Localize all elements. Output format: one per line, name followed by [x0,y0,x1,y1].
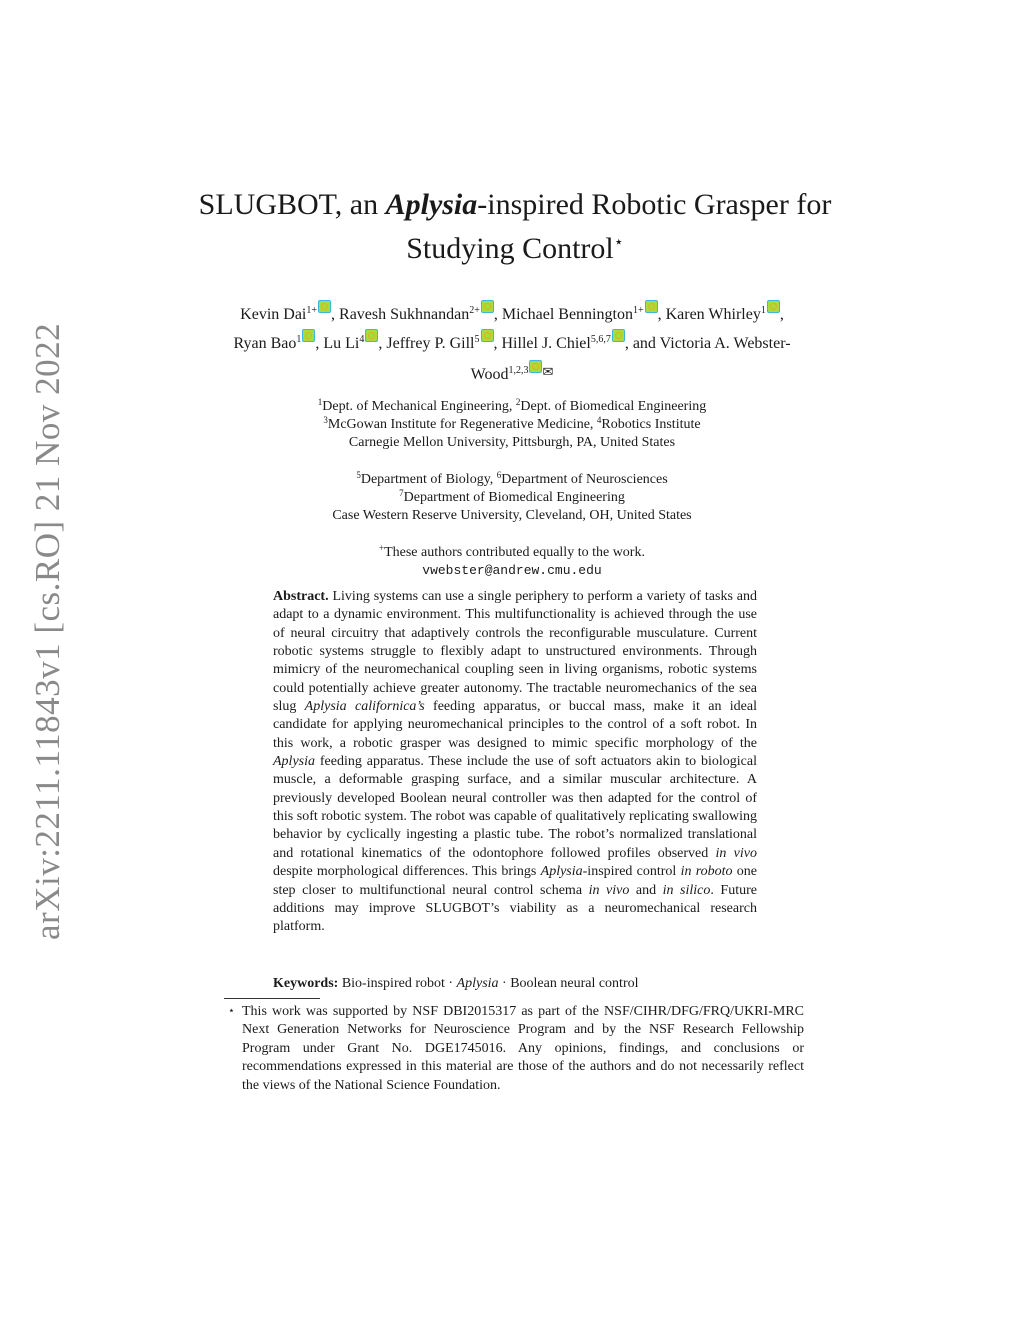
author-list [222,300,802,389]
orcid-icon[interactable] [481,300,494,313]
author-affil: 5 [474,334,480,345]
author-name: Ravesh Sukhnandan [339,306,470,323]
footnote-mark: ⋆ [228,1005,235,1017]
contact-email[interactable]: vwebster@andrew.cmu.edu [422,563,602,578]
footnote [228,1003,804,1095]
author-affil: 1+ [306,305,318,316]
author-name: Ryan Bao [233,335,297,352]
orcid-icon[interactable] [365,329,378,342]
author-name: Hillel J. Chiel [501,335,591,352]
affil-sup: + [379,543,385,553]
abstract-text: and [629,882,663,898]
affil-line [222,544,802,562]
abstract-text: . Future additions may improve SLUGBOT’s viability as a neuromechanical research platform. [273,882,757,935]
affiliations-cwru [222,471,802,525]
affil-sup: 4 [596,415,602,425]
author-name: Victoria A. Webster-Wood [470,335,791,383]
paper-title [150,186,880,268]
affil-sup: 5 [356,470,361,480]
abstract-italic: Aplysia californica’s [304,699,425,715]
affil-text: Dept. of Mechanical Engineering, [322,399,516,414]
footnote-rule [224,998,320,999]
affiliations-cmu [222,398,802,452]
affil-sup: 2 [515,397,521,407]
abstract-text: feeding apparatus, or buccal mass, make it an ideal candidate for applying neuromechanical principles to the control of a soft robot. In this work, a robotic grasper was designed to mimic specific morphology of the [273,699,757,751]
equal-contribution-note [222,544,802,580]
affil-sup: 6 [496,470,502,480]
abstract-italic: Aplysia [273,754,315,770]
abstract-italic: in vivo [588,882,630,898]
author-affil: 5,6,7 [590,334,611,345]
author-affil: 1,2,3 [508,365,529,376]
affil-sup: 3 [323,415,328,425]
author-name: Lu Li [323,335,360,352]
title-italic: Aplysia [385,188,478,221]
envelope-icon[interactable]: ✉ [542,364,554,379]
author-name: Jeffrey P. Gill [386,335,475,352]
orcid-icon[interactable] [318,300,331,313]
arxiv-identifier: arXiv:2211.11843v1 [cs.RO] 21 Nov 2022 [28,322,67,940]
title-footnote-mark: ⋆ [613,234,624,251]
author-sep: , [315,335,324,352]
affil-line [222,416,802,434]
orcid-icon[interactable] [645,300,658,313]
author-affil: 2+ [469,305,480,316]
author-sep: , [493,306,502,323]
author-and: , and [624,335,656,352]
author-sep: , [331,306,340,323]
abstract-text: Living systems can use a single periphery to perform a variety of tasks and adapt to a dynamic environment. This multifunctionality is achieved through the use of neural circuitry that adaptively controls the reconfigurable musculature. Current robotic systems struggle to flexibly adapt to unstructured environments. Through mimicry of the neuromechanical coupling seen in living organisms, robotic systems could potentially achieve greater autonomy. The tractable neuromechanics of the sea slug [273,589,757,715]
author-name: Karen Whirley [665,306,761,323]
affil-text: Robotics Institute [601,417,701,432]
abstract-text: despite morphological differences. This brings [273,864,541,880]
abstract-text: one step closer to multifunctional neural control schema [273,864,758,898]
affil-text: Department of Biology, [360,472,497,487]
author-affil: 4 [359,334,365,345]
author-name: Michael Bennington [501,306,633,323]
affil-line: Case Western Reserve University, Cleveland, OH, United States [332,508,692,523]
affil-text: Department of Biomedical Engineering [403,490,625,505]
author-sep: , [493,335,502,352]
author-sep: , [779,306,784,323]
affil-line [222,398,802,416]
orcid-icon[interactable] [529,360,542,373]
keyword-italic: Aplysia [456,976,499,991]
footnote-text: This work was supported by NSF DBI2015317 as part of the NSF/CIHR/DFG/FRQ/UKRI-MRC Next Generation Networks for Neuroscience Program and by the NSF Research Fellowship Program under Grant No. DGE1745016. Any opinions, findings, and conclusions or recommendations expressed in this material are those of the authors and do not necessarily reflect the views of the National Science Foundation. [242,1004,804,1093]
abstract-italic: in roboto [680,864,733,880]
equal-contrib-text: These authors contributed equally to the work. [384,545,645,560]
affil-line [222,489,802,507]
keyword-text: Bio-inspired robot · [338,976,457,991]
abstract-text: feeding apparatus. These include the use of soft actuators akin to biological muscle, a deformable grasping surface, and a similar muscular architecture. A previously developed Boolean neural controller was then adapted for the control of this soft robotic system. The robot was capable of qualitatively replicating swallowing behavior by cyclically ingesting a plastic tube. The robot’s normalized translational and rotational kinematics of the odontophore followed profiles observed [273,754,757,861]
keywords [273,975,757,993]
abstract [273,588,757,937]
author-affil: 1 [296,334,302,345]
abstract-italic: Aplysia [540,864,583,880]
author-affil: 1+ [632,305,644,316]
affil-line: Carnegie Mellon University, Pittsburgh, PA, United States [348,435,676,450]
author-affil: 1 [760,305,766,316]
orcid-icon[interactable] [612,329,625,342]
abstract-italic: in vivo [715,845,757,861]
author-sep: , [657,306,666,323]
author-name: Kevin Dai [240,306,307,323]
title-part2: -inspired Robotic Grasper for Studying Control [406,188,832,265]
keywords-label: Keywords: [273,976,339,991]
orcid-icon[interactable] [302,329,315,342]
abstract-text: -inspired control [582,864,681,880]
affil-sup: 7 [399,488,404,498]
affil-text: Dept. of Biomedical Engineering [520,399,707,414]
keyword-text: · Boolean neural control [498,976,639,991]
orcid-icon[interactable] [481,329,494,342]
affil-line [222,471,802,489]
affil-text: Department of Neurosciences [501,472,668,487]
affil-sup: 1 [317,397,323,407]
author-sep: , [378,335,387,352]
affil-text: McGowan Institute for Regenerative Medicine, [327,417,597,432]
abstract-label: Abstract. [273,589,329,604]
orcid-icon[interactable] [767,300,780,313]
abstract-italic: in silico [662,882,711,898]
title-part1: SLUGBOT, an [198,188,386,221]
